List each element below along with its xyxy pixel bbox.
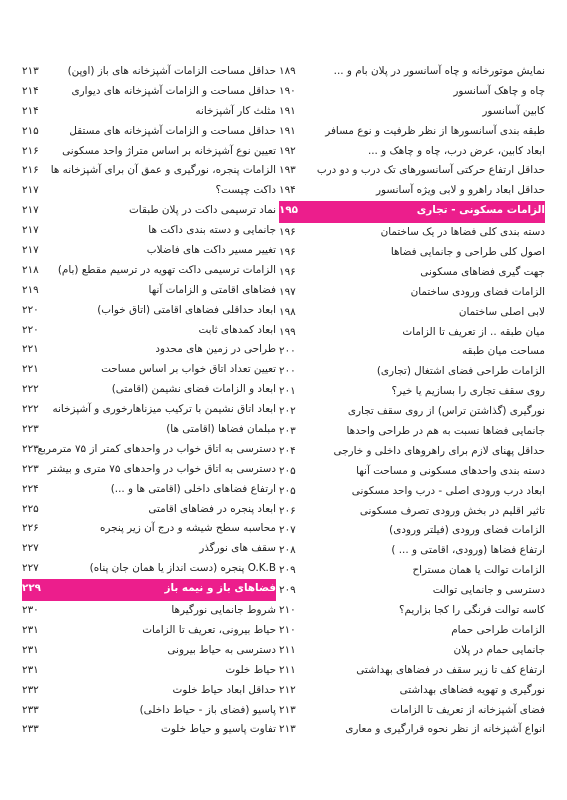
page-number: ۲۳۱ bbox=[22, 663, 39, 676]
toc-right-column bbox=[279, 62, 545, 740]
entry-title: ابعاد اتاق نشیمن با ترکیب میزناهارخوری و آشپزخانه bbox=[52, 403, 276, 416]
toc-entry bbox=[279, 362, 545, 382]
toc-entry bbox=[22, 221, 276, 241]
entry-title: ابعاد کمدهای ثابت bbox=[198, 323, 276, 336]
page-number: ۲۱۴ bbox=[22, 84, 39, 97]
toc-entry bbox=[22, 559, 276, 579]
toc-entry bbox=[22, 661, 276, 681]
toc-entry bbox=[22, 519, 276, 539]
entry-title: لابی اصلی ساختمان bbox=[458, 305, 545, 318]
toc-entry bbox=[279, 521, 545, 541]
toc-entry bbox=[22, 601, 276, 621]
toc-entry bbox=[22, 480, 276, 500]
entry-title: نورگیری (گذاشتن تراس) از روی سقف تجاری bbox=[347, 405, 545, 418]
page-number: ۱۹۸ bbox=[279, 305, 296, 318]
page-number: ۱۹۱ bbox=[279, 124, 296, 137]
page-number: ۱۹۱ bbox=[279, 104, 296, 117]
toc-entry bbox=[279, 303, 545, 323]
page-number: ۱۹۶ bbox=[279, 246, 296, 259]
page-number: ۲۱۲ bbox=[279, 683, 296, 696]
entry-title: سقف های نورگذر bbox=[199, 542, 276, 555]
page-number: ۲۱۱ bbox=[279, 663, 296, 676]
page-number: ۲۲۱ bbox=[22, 343, 39, 356]
toc-section-heading bbox=[279, 201, 545, 223]
page-number: ۲۳۳ bbox=[22, 723, 39, 736]
entry-title: حداقل مساحت و الزامات آشپزخانه های مستقل bbox=[69, 124, 276, 137]
page-number: ۱۹۲ bbox=[279, 144, 296, 157]
toc-entry bbox=[22, 539, 276, 559]
entry-title: تعیین نوع آشپزخانه بر اساس متراژ واحد مسکونی bbox=[62, 144, 276, 157]
entry-title: مبلمان فضاها (اقامتی ها) bbox=[166, 423, 276, 436]
page-number: ۱۹۷ bbox=[279, 285, 296, 298]
entry-title: حیاط خلوت bbox=[225, 663, 276, 676]
page-number: ۲۱۷ bbox=[22, 204, 39, 217]
toc-entry bbox=[279, 581, 545, 601]
page-number: ۲۲۰ bbox=[22, 323, 39, 336]
page-number: ۱۹۴ bbox=[279, 184, 296, 197]
section-title: الزامات مسکونی - تجاری bbox=[416, 204, 545, 217]
toc-entry bbox=[22, 261, 276, 281]
toc-entry bbox=[22, 380, 276, 400]
page-number: ۲۳۱ bbox=[22, 643, 39, 656]
toc-entry bbox=[279, 681, 545, 701]
entry-title: چاه و چاهک آسانسور bbox=[453, 84, 545, 97]
entry-title: ارتفاع کف تا زیر سقف در فضاهای بهداشتی bbox=[356, 663, 545, 676]
toc-entry bbox=[279, 561, 545, 581]
toc-entry bbox=[22, 281, 276, 301]
entry-title: تغییر مسیر داکت های فاضلاب bbox=[146, 244, 276, 257]
entry-title: الزامات توالت یا همان مستراح bbox=[412, 564, 545, 577]
toc-entry bbox=[279, 402, 545, 422]
toc-entry bbox=[22, 181, 276, 201]
entry-title: الزامات فضای ورودی ساختمان bbox=[410, 285, 545, 298]
entry-title: الزامات پنجره، نورگیری و عمق آن برای آشپزخانه ها bbox=[50, 164, 276, 177]
entry-title: حداقل ارتفاع حرکتی آسانسورهای تک درب و دو درب bbox=[316, 164, 545, 177]
page-number: ۲۰۴ bbox=[279, 444, 296, 457]
toc-entry bbox=[22, 82, 276, 102]
page-number: ۲۳۰ bbox=[22, 604, 39, 617]
page-number: ۱۹۶ bbox=[279, 265, 296, 278]
entry-title: دسته بندی کلی فضاها در یک ساختمان bbox=[380, 226, 545, 239]
toc-entry bbox=[22, 161, 276, 181]
entry-title: نماد ترسیمی داکت در پلان طبقات bbox=[129, 204, 276, 217]
entry-title: دسترسی به اتاق خواب در واحدهای کمتر از ۷۵ مترمربع bbox=[37, 442, 276, 455]
entry-title: ابعاد پنجره در فضاهای اقامتی bbox=[148, 502, 276, 515]
toc-entry bbox=[279, 422, 545, 442]
entry-title: جهت گیری فضاهای مسکونی bbox=[420, 265, 545, 278]
toc-entry bbox=[279, 181, 545, 201]
page-number: ۲۱۰ bbox=[279, 623, 296, 636]
toc-entry bbox=[22, 641, 276, 661]
toc-section-heading bbox=[22, 579, 276, 601]
toc-entry bbox=[22, 440, 276, 460]
toc-entry bbox=[279, 541, 545, 561]
page-number: ۲۱۳ bbox=[279, 723, 296, 736]
page-number: ۲۲۹ bbox=[22, 582, 42, 595]
entry-title: جانمایی حمام در پلان bbox=[453, 643, 545, 656]
page-number: ۲۲۷ bbox=[22, 542, 39, 555]
toc-entry bbox=[279, 601, 545, 621]
toc-entry bbox=[279, 621, 545, 641]
entry-title: حداقل ابعاد راهرو و لابی ویژه آسانسور bbox=[375, 184, 545, 197]
entry-title: محاسبه سطح شیشه و درج آن زیر پنجره bbox=[99, 522, 276, 535]
entry-title: تعیین تعداد اتاق خواب بر اساس مساحت bbox=[101, 363, 276, 376]
toc-entry bbox=[279, 161, 545, 181]
toc-entry bbox=[22, 340, 276, 360]
page-number: ۲۲۰ bbox=[22, 303, 39, 316]
page-number: ۲۲۶ bbox=[22, 522, 39, 535]
toc-entry bbox=[22, 420, 276, 440]
entry-title: دسترسی و جانمایی توالت bbox=[432, 584, 545, 597]
entry-title: طبقه بندی آسانسورها از نظر ظرفیت و نوع مسافر bbox=[325, 124, 545, 137]
entry-title: حداقل مساحت و الزامات آشپزخانه های دیواری bbox=[71, 84, 276, 97]
entry-title: روی سقف تجاری را بسازیم یا خیر؟ bbox=[391, 385, 545, 398]
entry-title: داکت چیست؟ bbox=[215, 184, 276, 197]
toc-entry bbox=[22, 201, 276, 221]
entry-title: ارتفاع فضاها (ورودی، اقامتی و ... ) bbox=[391, 544, 545, 557]
page-number: ۲۱۶ bbox=[22, 144, 39, 157]
entry-title: طراحی در زمین های محدود bbox=[155, 343, 276, 356]
toc-entry bbox=[22, 500, 276, 520]
page-number: ۱۹۳ bbox=[279, 164, 296, 177]
entry-title: ارتفاع فضاهای داخلی (اقامتی ها و ...) bbox=[110, 482, 276, 495]
toc-entry bbox=[279, 462, 545, 482]
page-number: ۲۰۲ bbox=[279, 405, 296, 418]
page-number: ۱۹۵ bbox=[279, 204, 299, 217]
entry-title: مساحت میان طبقه bbox=[462, 345, 545, 358]
page-number: ۲۰۹ bbox=[279, 584, 296, 597]
toc-entry bbox=[279, 243, 545, 263]
page-number: ۲۲۴ bbox=[22, 482, 39, 495]
page-number: ۲۱۴ bbox=[22, 104, 39, 117]
toc-entry bbox=[279, 122, 545, 142]
toc-entry bbox=[22, 241, 276, 261]
page-number: ۲۲۲ bbox=[22, 403, 39, 416]
entry-title: ابعاد و الزامات فضای نشیمن (اقامتی) bbox=[111, 383, 276, 396]
page-number: ۲۳۲ bbox=[22, 683, 39, 696]
entry-title: حیاط بیرونی، تعریف تا الزامات bbox=[142, 623, 276, 636]
entry-title: نمایش موتورخانه و چاه آسانسور در پلان بام و ... bbox=[333, 65, 545, 77]
entry-title: الزامات طراحی حمام bbox=[451, 623, 545, 636]
page-number: ۲۱۹ bbox=[22, 283, 39, 296]
page-number: ۲۱۱ bbox=[279, 643, 296, 656]
page-number: ۲۱۷ bbox=[22, 224, 39, 237]
toc-entry bbox=[279, 442, 545, 462]
entry-title: فضاهای اقامتی و الزامات آنها bbox=[148, 283, 276, 296]
entry-title: الزامات فضای ورودی (فیلتر ورودی) bbox=[389, 524, 545, 537]
page-number: ۲۳۳ bbox=[22, 703, 39, 716]
page-number: ۱۹۹ bbox=[279, 325, 296, 338]
entry-title: ابعاد حداقلی فضاهای اقامتی (اتاق خواب) bbox=[97, 303, 276, 316]
page-number: ۲۲۵ bbox=[22, 502, 39, 515]
page-number: ۲۰۱ bbox=[279, 385, 296, 398]
page-number: ۲۰۹ bbox=[279, 564, 296, 577]
entry-title: جانمایی و دسته بندی داکت ها bbox=[148, 224, 276, 237]
toc-entry bbox=[22, 701, 276, 721]
entry-title: دسترسی به اتاق خواب در واحدهای ۷۵ متری و بیشتر bbox=[47, 462, 276, 475]
entry-title: دسترسی به حیاط بیرونی bbox=[167, 643, 276, 656]
entry-title: ابعاد درب ورودی اصلی - درب واحد مسکونی bbox=[351, 484, 545, 497]
toc-entry bbox=[279, 223, 545, 243]
toc-entry bbox=[22, 360, 276, 380]
entry-title: فضای آشپزخانه از تعریف تا الزامات bbox=[390, 703, 545, 716]
page-number: ۲۲۲ bbox=[22, 383, 39, 396]
page-number: ۲۰۳ bbox=[279, 425, 296, 438]
entry-title: حداقل ابعاد حیاط خلوت bbox=[172, 683, 276, 696]
entry-title: مثلث کار آشپزخانه bbox=[195, 104, 276, 117]
page-number: ۲۰۸ bbox=[279, 544, 296, 557]
page-number: ۲۱۳ bbox=[22, 65, 39, 77]
entry-title: O.K.B پنجره (دست انداز یا همان جان پناه) bbox=[89, 562, 276, 575]
page-number: ۲۱۷ bbox=[22, 244, 39, 257]
page-number: ۲۳۱ bbox=[22, 623, 39, 636]
page-number: ۱۸۹ bbox=[279, 65, 296, 77]
page-number: ۲۱۳ bbox=[279, 703, 296, 716]
entry-title: نورگیری و تهویه فضاهای بهداشتی bbox=[399, 683, 545, 696]
entry-title: تفاوت پاسیو و حیاط خلوت bbox=[161, 723, 276, 736]
page-number: ۲۲۳ bbox=[22, 423, 39, 436]
page-number: ۲۱۰ bbox=[279, 604, 296, 617]
page-number: ۲۰۷ bbox=[279, 524, 296, 537]
toc-entry bbox=[279, 382, 545, 402]
toc-entry bbox=[22, 122, 276, 142]
page-number: ۲۱۸ bbox=[22, 263, 39, 276]
toc-entry bbox=[279, 342, 545, 362]
toc-entry bbox=[279, 323, 545, 343]
toc-entry bbox=[22, 720, 276, 740]
toc-entry bbox=[279, 701, 545, 721]
entry-title: حداقل پهنای لازم برای راهروهای داخلی و خارجی bbox=[333, 444, 545, 457]
toc-entry bbox=[279, 263, 545, 283]
toc-entry bbox=[279, 641, 545, 661]
page-number: ۲۲۷ bbox=[22, 562, 39, 575]
toc-entry bbox=[279, 62, 545, 82]
toc-entry bbox=[22, 621, 276, 641]
toc-entry bbox=[22, 102, 276, 122]
toc-entry bbox=[22, 321, 276, 341]
entry-title: میان طبقه .. از تعریف تا الزامات bbox=[402, 325, 545, 338]
page-number: ۲۰۵ bbox=[279, 464, 296, 477]
toc-entry bbox=[279, 661, 545, 681]
toc-entry bbox=[279, 102, 545, 122]
toc-entry bbox=[22, 460, 276, 480]
toc-entry bbox=[22, 62, 276, 82]
page-number: ۲۱۷ bbox=[22, 184, 39, 197]
toc-entry bbox=[22, 142, 276, 162]
page-number: ۲۰۰ bbox=[279, 345, 296, 358]
toc-entry bbox=[22, 681, 276, 701]
entry-title: ابعاد کابین، عرض درب، چاه و چاهک و ... bbox=[367, 144, 545, 157]
toc-entry bbox=[22, 301, 276, 321]
page-number: ۲۰۵ bbox=[279, 484, 296, 497]
toc-left-column bbox=[22, 62, 276, 740]
entry-title: دسته بندی واحدهای مسکونی و مساحت آنها bbox=[356, 464, 545, 477]
page-number: ۲۲۳ bbox=[22, 442, 39, 455]
page-number: ۲۲۳ bbox=[22, 462, 39, 475]
entry-title: پاسیو (فضای باز - حیاط داخلی) bbox=[139, 703, 276, 716]
entry-title: الزامات طراحی فضای اشتغال (تجاری) bbox=[376, 365, 545, 378]
page-number: ۲۱۵ bbox=[22, 124, 39, 137]
section-title: فضاهای باز و نیمه باز bbox=[164, 582, 276, 595]
entry-title: الزامات ترسیمی داکت تهویه در ترسیم مقطع (بام) bbox=[57, 263, 276, 276]
entry-title: اصول کلی طراحی و جانمایی فضاها bbox=[390, 246, 545, 259]
page-number: ۱۹۶ bbox=[279, 226, 296, 239]
entry-title: کابین آسانسور bbox=[482, 104, 545, 117]
toc-entry bbox=[22, 400, 276, 420]
toc-entry bbox=[279, 283, 545, 303]
page-number: ۲۲۱ bbox=[22, 363, 39, 376]
toc-entry bbox=[279, 720, 545, 740]
entry-title: انواع آشپزخانه از نظر نحوه قرارگیری و معاری bbox=[345, 723, 545, 736]
entry-title: حداقل مساحت الزامات آشپزخانه های باز (اوپن) bbox=[67, 65, 276, 77]
entry-title: تاثیر اقلیم در بخش ورودی تصرف مسکونی bbox=[359, 504, 545, 517]
page-number: ۱۹۰ bbox=[279, 84, 296, 97]
entry-title: کاسه توالت فرنگی را کجا بزاریم؟ bbox=[399, 604, 545, 617]
entry-title: جانمایی فضاها نسبت به هم در طراحی واحدها bbox=[346, 425, 545, 438]
toc-entry bbox=[279, 142, 545, 162]
entry-title: شروط جانمایی نورگیرها bbox=[171, 604, 276, 617]
page-number: ۲۰۶ bbox=[279, 504, 296, 517]
toc-entry bbox=[279, 502, 545, 522]
page-number: ۲۰۰ bbox=[279, 365, 296, 378]
toc-entry bbox=[279, 482, 545, 502]
page-number: ۲۱۶ bbox=[22, 164, 39, 177]
toc-entry bbox=[279, 82, 545, 102]
